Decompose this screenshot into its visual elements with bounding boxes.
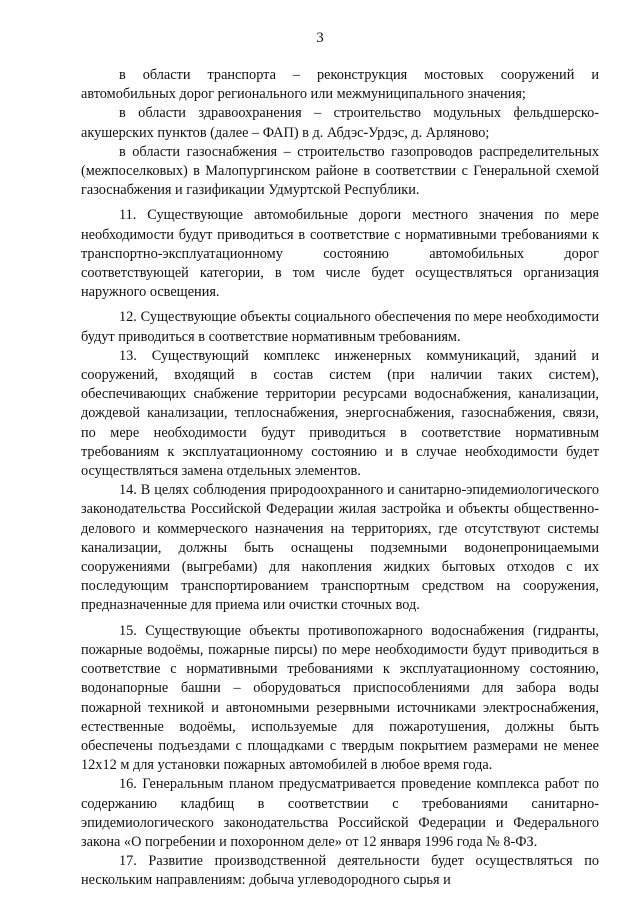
- paragraph-item-13: 13. Существующий комплекс инженерных коммуникаций, зданий и сооружений, входящий в состав систем (при наличии таких систем), обеспечивающих снабжение территории ресурсами водоснабжения, канализации, дождевой канализации, теплоснабжения, энергоснабжения, газоснабжения, связи, по мере необходимости будут приводиться в соответствие нормативным требованиям к эксплуатационному состоянию и в случае необходимости будет осуществляться замена отдельных элементов.: [81, 347, 599, 480]
- paragraph-item-17: 17. Развитие производственной деятельности будет осуществляться по нескольким направлениям: добыча углеводородного сырья и: [81, 853, 599, 889]
- document-body: [81, 66, 599, 891]
- page-number: 3: [316, 30, 324, 46]
- paragraph-item-11: 11. Существующие автомобильные дороги местного значения по мере необходимости будут приводиться в соответствие с нормативными требованиями к транспортно-эксплуатационному состоянию автомобильных дорог соответствующей категории, в том числе будет осуществляться организация наружного освещения.: [81, 207, 599, 301]
- paragraph-transport: в области транспорта – реконструкция мостовых сооружений и автомобильных дорог регионального или межмуниципального значения;: [81, 67, 599, 103]
- paragraph-item-15: 15. Существующие объекты противопожарного водоснабжения (гидранты, пожарные водоёмы, пожарные пирсы) по мере необходимости будут приводиться в соответствие с нормативными требованиями к эксплуатационному состоянию, водонапорные башни – оборудоваться приспособлениями для забора воды пожарной техникой и автономными резервными источниками электроснабжения, естественные водоёмы, используемые для пожаротушения, должны быть обеспечены подъездами с площадками с твердым покрытием размерами не менее 12х12 м для установки пожарных автомобилей в любое время года.: [81, 622, 599, 774]
- paragraph-gas-supply: в области газоснабжения – строительство газопроводов распределительных (межпоселковых) в Малопургинском районе в соответствии с Генеральной схемой газоснабжения и газификации Удмуртской Республики.: [81, 143, 599, 199]
- paragraph-item-12: 12. Существующие объекты социального обеспечения по мере необходимости будут приводиться в соответствие нормативным требованиям.: [81, 309, 599, 345]
- paragraph-item-16: 16. Генеральным планом предусматривается проведение комплекса работ по содержанию кладбищ в соответствии с требованиями санитарно-эпидемиологического законодательства Российской Федерации и Федерального закона «О погребении и похоронном деле» от 12 января 1996 года № 8-ФЗ.: [81, 776, 599, 850]
- paragraph-healthcare: в области здравоохранения – строительство модульных фельдшерско-акушерских пунктов (далее – ФАП) в д. Абдэс-Урдэс, д. Арляново;: [81, 105, 599, 141]
- paragraph-item-14: 14. В целях соблюдения природоохранного и санитарно-эпидемиологического законодательства Российской Федерации жилая застройка и объекты общественно-делового и коммерческого назначения на территориях, где отсутствуют системы канализации, должны быть оснащены подземными водонепроницаемыми сооружениями (выгребами) для накопления жидких бытовых отходов с их последующим транспортированием транспортным средством на сооружения, предназначенные для приема или очистки сточных вод.: [81, 482, 599, 614]
